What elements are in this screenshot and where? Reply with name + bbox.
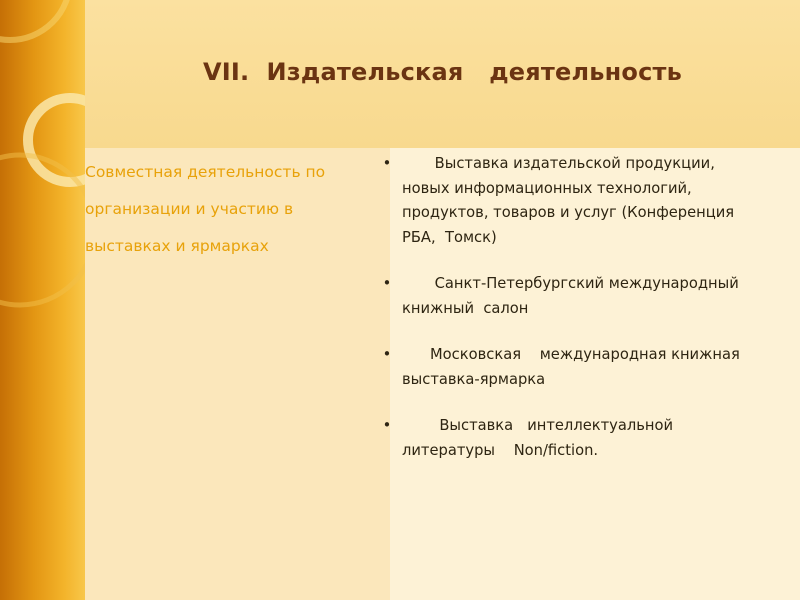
bullet-icon: • xyxy=(382,346,392,363)
bullet-icon: • xyxy=(382,155,392,172)
bullet-icon: • xyxy=(382,417,392,434)
list-item-line: продуктов, товаров и услуг (Конференция xyxy=(402,204,735,221)
decorative-circles xyxy=(0,0,85,600)
list-item-line: книжный салон xyxy=(402,299,529,317)
list-item xyxy=(382,272,800,321)
list-item-line: РБА, Томск) xyxy=(402,228,497,246)
slide-header xyxy=(85,0,800,148)
bullet-icon: • xyxy=(382,275,392,292)
bullet-list xyxy=(382,152,800,485)
decorative-left-band xyxy=(0,0,85,600)
left-column xyxy=(85,148,390,600)
left-line: Совместная деятельность по xyxy=(85,163,326,181)
slide-title: VII. Издательская деятельность xyxy=(203,58,682,86)
left-line: выставках и ярмарках xyxy=(85,237,269,255)
list-item-line: выставка-ярмарка xyxy=(402,370,546,388)
list-item-line: Московская международная книжная xyxy=(402,346,740,363)
left-column-text xyxy=(85,154,385,265)
left-line: организации и участию в xyxy=(85,200,294,218)
list-item-line: литературы Non/fiction. xyxy=(402,441,599,459)
list-item xyxy=(382,414,800,463)
content-table xyxy=(85,148,800,600)
right-column xyxy=(382,148,800,600)
list-item-line: новых информационных технологий, xyxy=(402,179,692,197)
list-item-line: Санкт-Петербургский международный xyxy=(402,275,739,292)
list-item xyxy=(382,343,800,392)
list-item-line: Выставка интеллектуальной xyxy=(402,417,674,434)
list-item-line: Выставка издательской продукции, xyxy=(402,155,715,172)
list-item xyxy=(382,152,800,250)
